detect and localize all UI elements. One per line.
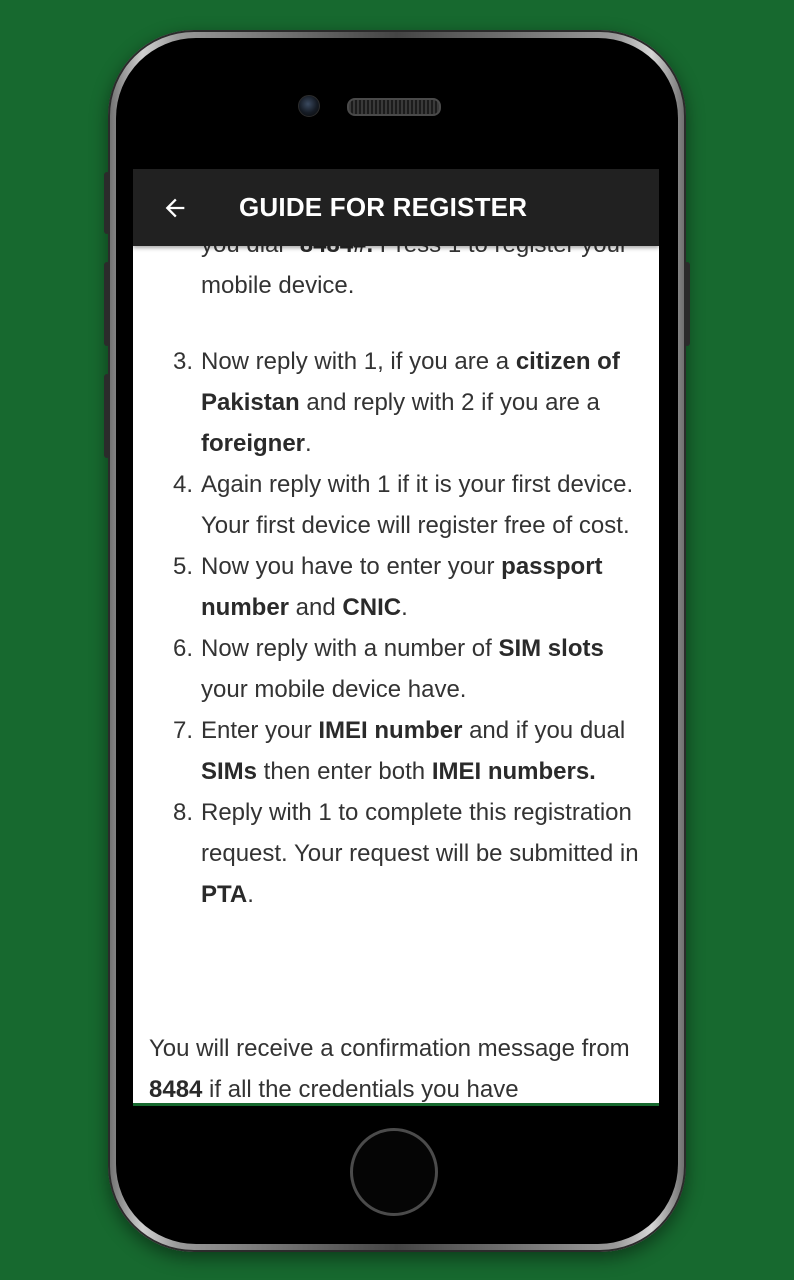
step-text: Now you have to enter your bbox=[201, 553, 502, 580]
step-text: . bbox=[401, 594, 408, 621]
home-button[interactable] bbox=[350, 1128, 438, 1216]
step-number: 3. bbox=[173, 348, 194, 375]
list-item bbox=[133, 628, 659, 710]
step-text-bold: SIMs bbox=[201, 758, 258, 785]
screen-bottom-edge bbox=[133, 1103, 659, 1106]
step-text: your mobile device have. bbox=[201, 676, 467, 703]
power-button bbox=[684, 262, 690, 346]
step-text-bold: foreigner bbox=[201, 430, 306, 457]
volume-up-button bbox=[104, 262, 110, 346]
step-text: . bbox=[247, 881, 254, 908]
step-text-bold: passport number bbox=[201, 553, 603, 621]
list-item bbox=[133, 792, 659, 915]
arrow-left-icon bbox=[161, 194, 189, 222]
app-screen bbox=[133, 169, 659, 1106]
step-text: then enter both bbox=[257, 758, 432, 785]
step-text: Enter your bbox=[201, 717, 319, 744]
step-text-bold: SIM slots bbox=[498, 635, 604, 662]
app-bar bbox=[133, 169, 659, 246]
step-text-bold: PTA bbox=[201, 881, 248, 908]
step-text-bold: citizen of Pakistan bbox=[201, 348, 620, 416]
step-text: and reply with 2 if you are a bbox=[299, 389, 600, 416]
step-number: 6. bbox=[173, 635, 194, 662]
step-number: 8. bbox=[173, 799, 194, 826]
list-item bbox=[133, 341, 659, 464]
earpiece-speaker bbox=[347, 98, 441, 116]
step-text: Again reply with 1 if it is your first device. Your first device will register free of cost. bbox=[201, 471, 634, 539]
steps-list bbox=[133, 341, 659, 915]
guide-content bbox=[133, 246, 659, 1106]
step-text: Reply with 1 to complete this registration request. Your request will be submitted in bbox=[201, 799, 639, 867]
step-text: and if you dual bbox=[462, 717, 626, 744]
step-text-bold: IMEI numbers. bbox=[431, 758, 596, 785]
outro-text-after: if all the credentials you have bbox=[202, 1076, 519, 1103]
partial-step-text-after: mobile device. bbox=[201, 272, 355, 299]
step-text-bold: CNIC bbox=[342, 594, 402, 621]
step-text: and bbox=[289, 594, 343, 621]
list-item bbox=[133, 546, 659, 628]
step-number: 5. bbox=[173, 553, 194, 580]
confirmation-paragraph bbox=[149, 1028, 649, 1110]
back-button[interactable] bbox=[133, 169, 215, 246]
mute-switch bbox=[104, 172, 110, 234]
list-item bbox=[133, 464, 659, 546]
step-text: Now reply with 1, if you are a bbox=[201, 348, 516, 375]
short-code: 8484 bbox=[149, 1076, 203, 1103]
step-number: 4. bbox=[173, 471, 194, 498]
step-text: . bbox=[305, 430, 312, 457]
step-number: 7. bbox=[173, 717, 194, 744]
volume-down-button bbox=[104, 374, 110, 458]
front-camera bbox=[298, 95, 320, 117]
list-item bbox=[133, 710, 659, 792]
page-title: GUIDE FOR REGISTER bbox=[239, 192, 528, 222]
outro-text-before: You will receive a confirmation message from bbox=[149, 1035, 630, 1062]
step-text: Now reply with a number of bbox=[201, 635, 499, 662]
step-text-bold: IMEI number bbox=[318, 717, 463, 744]
